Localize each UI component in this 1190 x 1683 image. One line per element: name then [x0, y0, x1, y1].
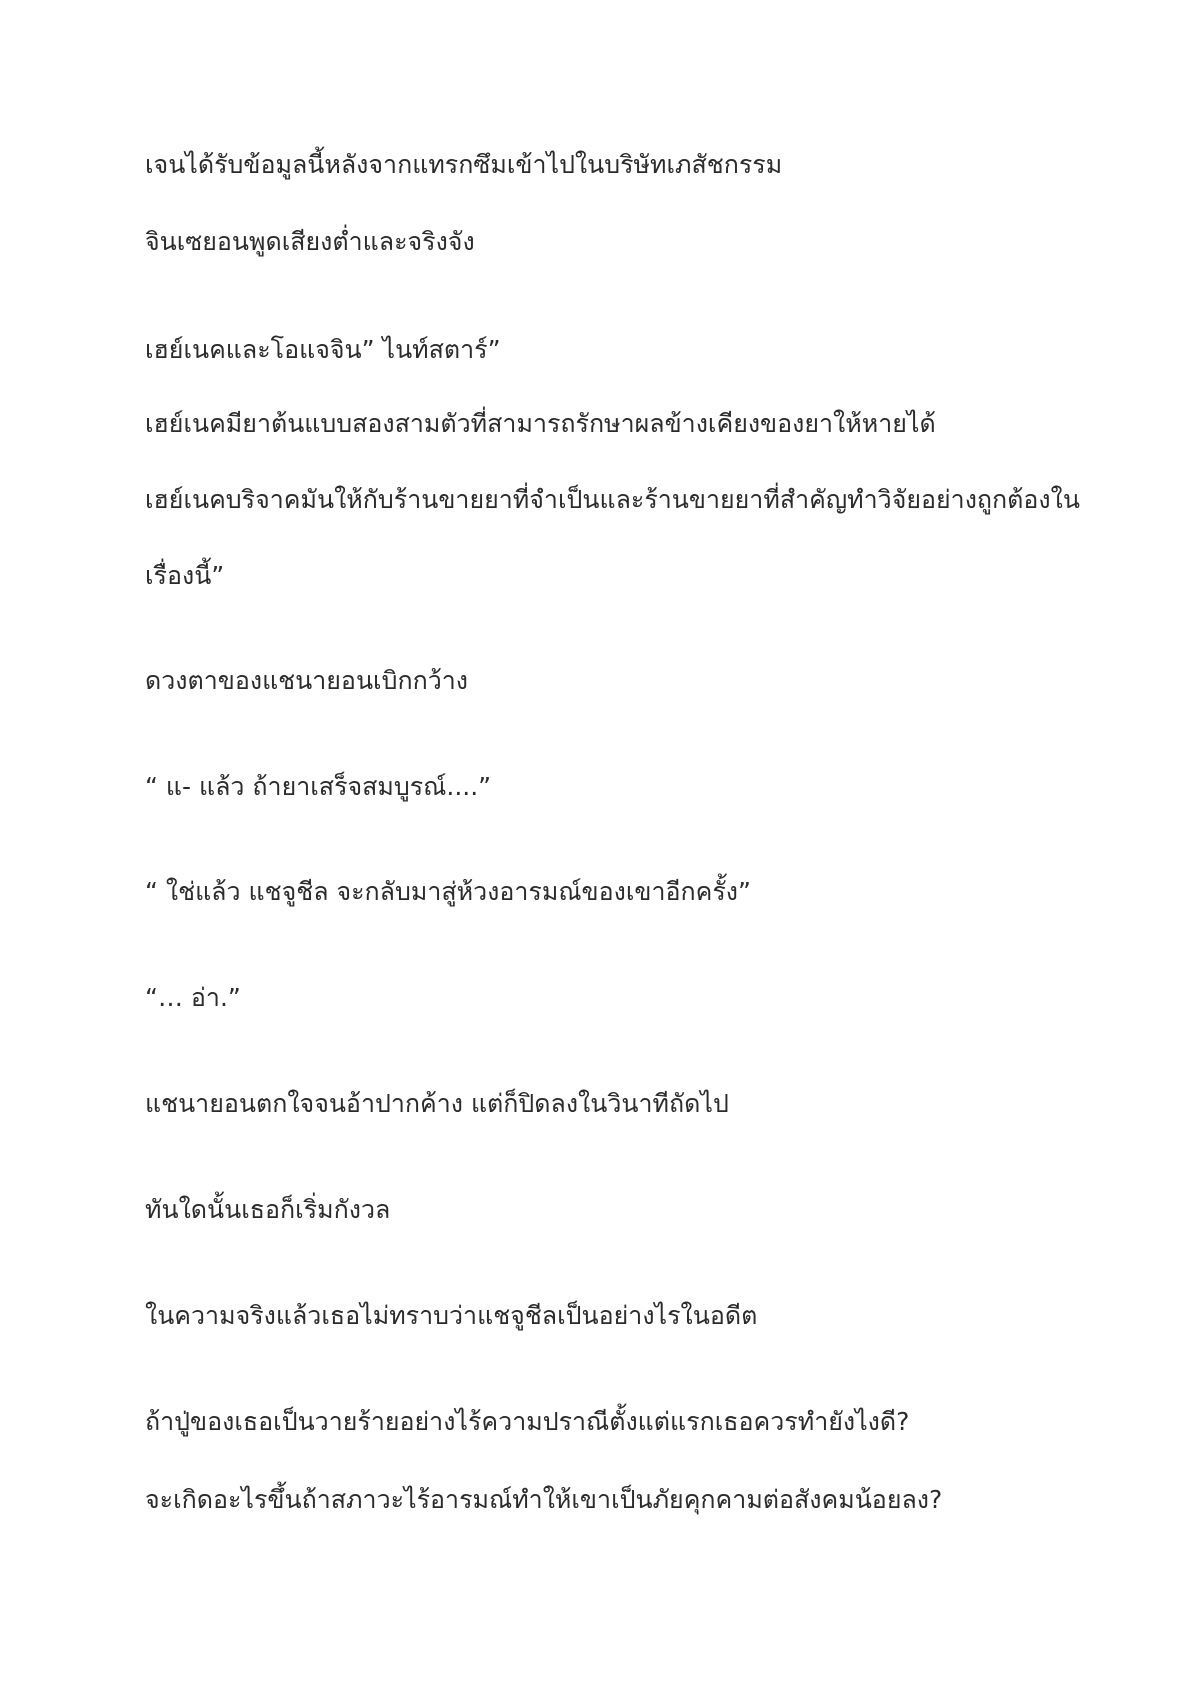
text-line: เฮย์เนคบริจาคมันให้กับร้านขายยาที่จำเป็นและร้านขายยาที่สำคัญทำวิจัยอย่างถูกต้องใน — [145, 485, 1080, 514]
text-line: “… อ่า.” — [145, 983, 241, 1012]
text-line: เฮย์เนคมียาต้นแบบสองสามตัวที่สามารถรักษาผลข้างเคียงของยาให้หายได้ — [145, 409, 936, 438]
text-line: จินเซยอนพูดเสียงต่ำและจริงจัง — [145, 227, 475, 256]
text-line: ในความจริงแล้วเธอไม่ทราบว่าแชจูชีลเป็นอย่างไรในอดีต — [145, 1301, 758, 1330]
text-line: “ แ- แล้ว ถ้ายาเสร็จสมบูรณ์....” — [145, 772, 492, 801]
text-line: ถ้าปู่ของเธอเป็นวายร้ายอย่างไร้ความปราณีตั้งแต่แรกเธอควรทำยังไงดี? — [145, 1407, 910, 1436]
text-line: เฮย์เนคและโอแจจิน” ไนท์สตาร์” — [145, 335, 501, 364]
text-line: เจนได้รับข้อมูลนี้หลังจากแทรกซึมเข้าไปในบริษัทเภสัชกรรม — [145, 150, 783, 179]
text-line: “ ใช่แล้ว แชจูชีล จะกลับมาสู่ห้วงอารมณ์ของเขาอีกครั้ง” — [145, 877, 751, 906]
text-line: ดวงตาของแชนายอนเบิกกว้าง — [145, 666, 468, 695]
text-line: แชนายอนตกใจจนอ้าปากค้าง แต่ก็ปิดลงในวินาทีถัดไป — [145, 1089, 729, 1118]
text-line: ทันใดนั้นเธอก็เริ่มกังวล — [145, 1195, 391, 1224]
text-line: เรื่องนี้” — [145, 561, 225, 590]
text-line: จะเกิดอะไรขึ้นถ้าสภาวะไร้อารมณ์ทำให้เขาเป็นภัยคุกคามต่อสังคมน้อยลง? — [145, 1485, 943, 1514]
